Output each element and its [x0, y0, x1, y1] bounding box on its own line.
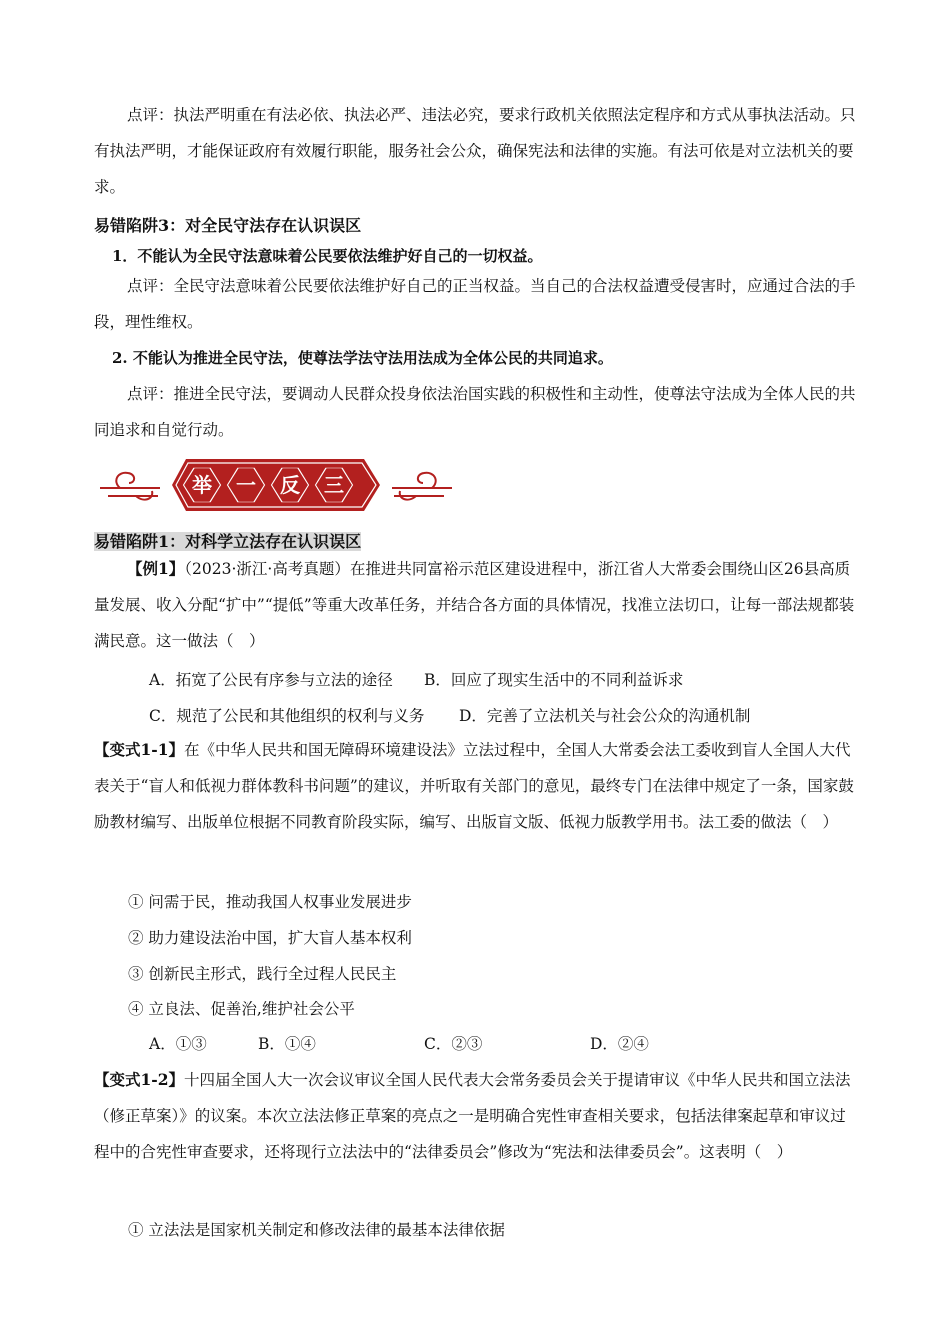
variant1-2-text: 十四届全国人大一次会议审议全国人民代表大会常务委员会关于提请审议《中华人民共和国立法法（修正草案）》的议案。本次立法法修正草案的亮点之一是明确合宪性审查相关要求，包括法律案起草和审议过程中的合宪性审查要求，还将现行立法法中的“法律委员会”修改为“宪法和法律委员会”。这表明（ ） [94, 1071, 851, 1161]
variant1-1-option-a: A．①③ [149, 1035, 207, 1053]
right-cloud-ornament [392, 473, 452, 500]
trap3-item2: 2. 不能认为推进全民守法，使尊法学法守法用法成为全体公民的共同追求。 [112, 349, 613, 367]
variant1-1-statement-1: ① 问需于民，推动我国人权事业发展进步 [128, 893, 412, 911]
example1-label: 【例1】 [127, 559, 185, 578]
variant1-1-statement-3: ③ 创新民主形式，践行全过程人民民主 [128, 965, 397, 983]
variant1-2-label: 【变式1-2】 [94, 1070, 185, 1089]
variant1-1-option-b: B．①④ [258, 1035, 316, 1053]
commentary-paragraph: 点评：执法严明重在有法必依、执法必严、违法必究，要求行政机关依照法定程序和方式从事执法活动。只有执法严明，才能保证政府有效履行职能，服务社会公众，确保宪法和法律的实施。有法可依是对立法机关的要求。 [94, 106, 856, 196]
variant1-1-label: 【变式1-1】 [94, 740, 185, 759]
variant1-1-statement-4: ④ 立良法、促善治,维护社会公平 [128, 1000, 355, 1018]
example1-option-a: A．拓宽了公民有序参与立法的途径 [149, 671, 393, 689]
variant1-2-statement-1: ① 立法法是国家机关制定和修改法律的最基本法律依据 [128, 1221, 505, 1239]
banner-graphic [96, 455, 456, 515]
variant1-1-statement-2: ② 助力建设法治中国，扩大盲人基本权利 [128, 929, 412, 947]
trap3-comment2: 点评：推进全民守法，要调动人民群众投身依法治国实践的积极性和主动性，使尊法守法成为全体人民的共同追求和自觉行动。 [94, 385, 856, 439]
trap3-comment1: 点评：全民守法意味着公民要依法维护好自己的正当权益。当自己的合法权益遭受侵害时，应通过合法的手段，理性维权。 [94, 277, 856, 331]
trap1-heading: 易错陷阱1：对科学立法存在认识误区 [94, 532, 362, 551]
banner-char-1: 举 [192, 473, 212, 497]
banner-char-2: 一 [236, 473, 256, 497]
example1-stem [94, 551, 860, 659]
example1-option-b: B．回应了现实生活中的不同利益诉求 [424, 671, 684, 689]
example1-text: （2023·浙江·高考真题）在推进共同富裕示范区建设进程中，浙江省人大常委会围绕山区26县高质量发展、收入分配“扩中”“提低”等重大改革任务，并结合各方面的具体情况，找准立法切口，让每一部法规都装满民意。这一做法（ ） [94, 560, 855, 650]
trap3-heading: 易错陷阱3：对全民守法存在认识误区 [94, 216, 362, 235]
banner-char-4: 三 [324, 473, 344, 497]
section-banner [96, 455, 456, 515]
left-cloud-ornament [100, 473, 160, 500]
example1-option-d: D．完善了立法机关与社会公众的沟通机制 [459, 707, 751, 725]
trap3-item1: 1．不能认为全民守法意味着公民要依法维护好自己的一切权益。 [112, 247, 543, 265]
example1-option-c: C．规范了公民和其他组织的权利与义务 [149, 707, 425, 725]
variant1-1-option-d: D．②④ [590, 1035, 649, 1053]
variant1-1-stem [94, 732, 860, 840]
banner-char-3: 反 [280, 473, 300, 497]
variant1-1-text: 在《中华人民共和国无障碍环境建设法》立法过程中，全国人大常委会法工委收到盲人全国人大代表关于“盲人和低视力群体教科书问题”的建议，并听取有关部门的意见，最终专门在法律中规定了一条，国家鼓励教材编写、出版单位根据不同教育阶段实际，编写、出版盲文版、低视力版教学用书。法工委的做法（ ） [94, 741, 854, 831]
variant1-1-option-c: C．②③ [424, 1035, 483, 1053]
variant1-2-stem [94, 1062, 860, 1170]
